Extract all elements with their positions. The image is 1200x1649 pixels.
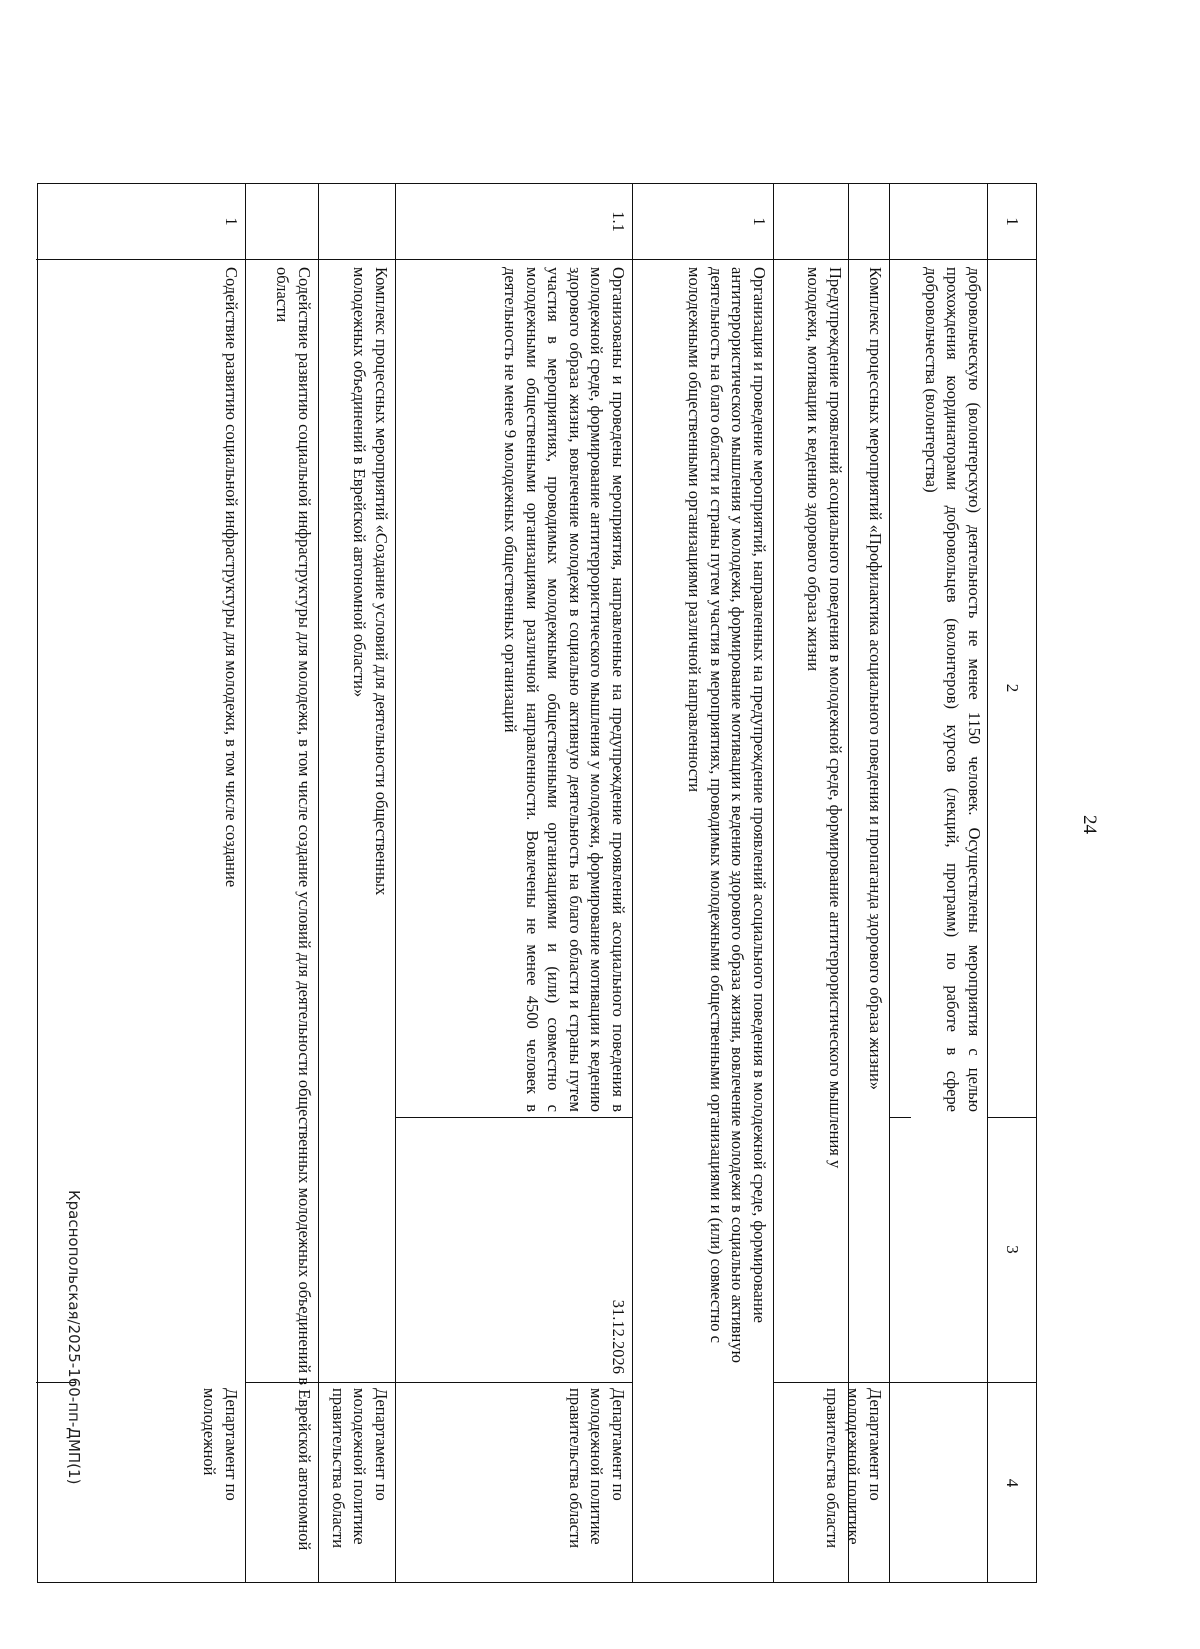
- task-text: Содействие развитию социальной инфраструктуры для молодежи, в том числе создание условий для деятельности общественных молодежных объединений в Еврейской автономной области: [273, 267, 314, 1551]
- document-footer-id: Краснопольская/2025-160-пп-ДМП(1): [65, 1190, 83, 1485]
- header-col-2: 2: [1003, 683, 1022, 693]
- result-text: Организованы и проведены мероприятия, направленные на предупреждение проявлений асоциального поведения в молодежной среде, формирование антитеррористического мышления у молодежи, формирование мотивации к ведению здорового образа жизни, вовлечение молодежи в социально активную деятельность на благо области и страны путем участия в мероприятиях, проводимых молодежными общественными организациями и (или) совместно с молодежными общественными организациями различной направленности. Вовлечены не менее 4500 человек в деятельность не менее 9 молодежных общественных организаций: [501, 267, 628, 1112]
- activity-text: Содействие развитию социальной инфраструктуры для молодежи, в том числе создание: [222, 267, 241, 888]
- plan-table: [37, 183, 1037, 1583]
- header-col-3: 3: [1003, 1245, 1022, 1254]
- task-text: Предупреждение проявлений асоциального поведения в молодежной среде, формирование антитеррористического мышления у молодежи, мотивации к ведению здорового образа жизни: [804, 267, 845, 1169]
- responsible-department: Департамент по молодежной политике правительства области: [329, 1388, 391, 1549]
- header-col-1: 1: [1003, 217, 1022, 226]
- activity-text: Организация и проведение мероприятий, направленных на предупреждение проявлений асоциального поведения в молодежной среде, формирование антитеррористического мышления у молодежи, формирование мотивации к ведению здорового образа жизни, вовлечение молодежи в социально активную деятельность на благо области и страны путем участия в мероприятиях, проводимых молодежными общественными организациями и (или) совместно с молодежными общественными организациями различной направленности: [685, 267, 769, 1363]
- responsible-department: Департамент по молодежной политике правительства области: [823, 1388, 885, 1549]
- responsible-department: Департамент по молодежной политике правительства области: [566, 1388, 628, 1549]
- row-number: 1.1: [609, 211, 628, 232]
- responsible-department: Департамент по молодежной: [200, 1388, 241, 1501]
- page-number: 24: [1079, 815, 1100, 834]
- deadline-date: 31.12.2026: [609, 1299, 628, 1374]
- row-number: 1: [750, 217, 769, 226]
- process-complex-associations-title: Комплекс процессных мероприятий «Создание условий для деятельности общественных молодежных объединений в Еврейской автономной области»: [350, 267, 391, 896]
- continuation-result-text: добровольческую (волонтерскую) деятельность не менее 1150 человек. Осуществлены мероприятия с целью прохождения координаторами добровольцев (волонтеров) курсов (лекций, программ) по работе в сфере добровольчества (волонтерства): [922, 267, 984, 1112]
- header-col-4: 4: [1003, 1478, 1022, 1488]
- row-number: 1: [222, 217, 241, 226]
- process-complex-prevention-title: Комплекс процессных мероприятий «Профилактика асоциального поведения и пропаганда здорового образа жизни»: [866, 267, 885, 1091]
